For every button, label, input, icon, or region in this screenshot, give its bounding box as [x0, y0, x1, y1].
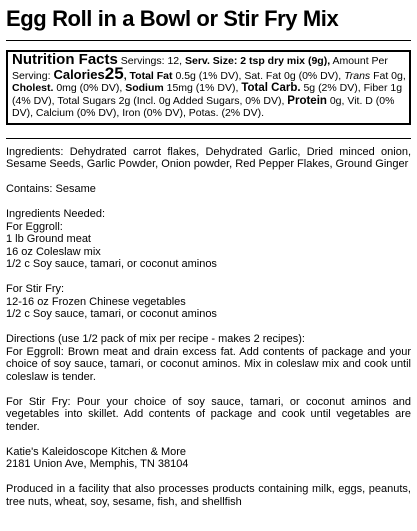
eggroll-heading: For Eggroll: [6, 220, 63, 233]
stirfry-item: 12-16 oz Frozen Chinese vegetables [6, 295, 186, 308]
directions [6, 333, 411, 383]
protein-value: 0g, [329, 94, 345, 107]
cholesterol-label: Cholest. [12, 82, 54, 94]
stirfry-item: 1/2 c Soy sauce, tamari, or coconut aminos [6, 308, 217, 320]
stirfry-heading: For Stir Fry: [6, 283, 65, 295]
calories-value: 25 [104, 63, 124, 83]
nutrition-facts-heading: Nutrition Facts [12, 51, 118, 68]
trans-fat-label: Trans [344, 69, 371, 82]
total-fat-label: Total Fat [129, 69, 173, 82]
ingredients-needed-heading: Ingredients Needed: [6, 208, 106, 220]
sodium-label: Sodium [125, 82, 164, 94]
stirfry-directions: For Stir Fry: Pour your choice of soy sauce, tamari, or coconut aminos and vegetables into skillet. Add contents of package and cook until vegetables are tender. [6, 395, 411, 433]
cholesterol-value: 0mg (0% DV), [56, 82, 123, 94]
eggroll-item: 16 oz Coleslaw mix [6, 245, 101, 258]
total-fat-value: 0.5g (1% DV), [175, 69, 242, 82]
title-divider [6, 40, 411, 41]
calories-label: Calories [53, 66, 105, 82]
amount-per-serving: Amount Per Serving: [12, 55, 388, 82]
eggroll-item: 1 lb Ground meat [6, 233, 91, 245]
vitamins-minerals: Vit. D (0% DV), Calcium (0% DV), Iron (0% DV), Potas. (2% DV). [12, 94, 395, 119]
company-address: 2181 Union Ave, Memphis, TN 38104 [6, 458, 189, 470]
ingredients-list: Ingredients: Dehydrated carrot flakes, Dehydrated Garlic, Dried minced onion, Sesame Seeds, Garlic Powder, Onion powder, Red Pepper Flakes, Ground Ginger [6, 145, 411, 170]
nutrition-facts-panel: Nutrition Facts Servings: 12, Serv. Size: 2 tsp dry mix (9g), Amount Per Serving: Calories25, Total Fat 0.5g (1% DV), Sat. Fat 0g (0% DV), Trans Fat 0g, Cholest. 0mg (0% DV), Sodium 15mg (1% DV), Total Carb. 5g (2% DV), Fiber 1g (4% DV), Total Sugars 2g (Incl. 0g Added Sugars, 0% DV), Protein 0g, Vit. D (0% DV), Calcium (0% DV), Iron (0% DV), Potas. (2% DV). [6, 50, 411, 125]
company-name: Katie's Kaleidoscope Kitchen & More [6, 445, 187, 458]
total-carb-label: Total Carb. [241, 82, 301, 94]
label-page [6, 0, 411, 521]
fiber: Fiber 1g (4% DV), [12, 82, 403, 107]
total-sugars: Total Sugars 2g (Incl. 0g Added Sugars, 0% DV), [57, 94, 285, 107]
serving-size-value: 2 tsp dry mix (9g), [240, 55, 331, 67]
directions-heading: Directions (use 1/2 pack of mix per recipe - makes 2 recipes): [6, 333, 305, 345]
stirfry-needed [6, 283, 411, 321]
allergen-notice: Produced in a facility that also processes products containing milk, eggs, peanuts, tree nuts, wheat, soy, sesame, fish, and shellfish [6, 483, 411, 508]
eggroll-item: 1/2 c Soy sauce, tamari, or coconut aminos [6, 258, 217, 270]
product-title: Egg Roll in a Bowl or Stir Fry Mix [6, 6, 339, 31]
total-carb-value: 5g (2% DV), [303, 82, 361, 94]
contains-statement: Contains: Sesame [6, 183, 96, 195]
trans-fat-value: Fat 0g, [373, 69, 406, 82]
protein-label: Protein [287, 94, 327, 107]
section-divider [6, 138, 411, 139]
eggroll-directions: For Eggroll: Brown meat and drain excess fat. Add contents of package and your choice of soy sauce, tamari, or coconut aminos. Mix in coleslaw mix and cook until coleslaw is tender. [6, 345, 411, 383]
servings-text: Servings: 12, [120, 55, 183, 67]
ingredients-needed [6, 208, 411, 271]
sodium-value: 15mg (1% DV), [166, 82, 239, 94]
label-body [6, 146, 411, 509]
saturated-fat: Sat. Fat 0g (0% DV), [244, 69, 342, 82]
serving-size-label: Serv. Size: [184, 55, 238, 67]
company-info [6, 446, 411, 471]
